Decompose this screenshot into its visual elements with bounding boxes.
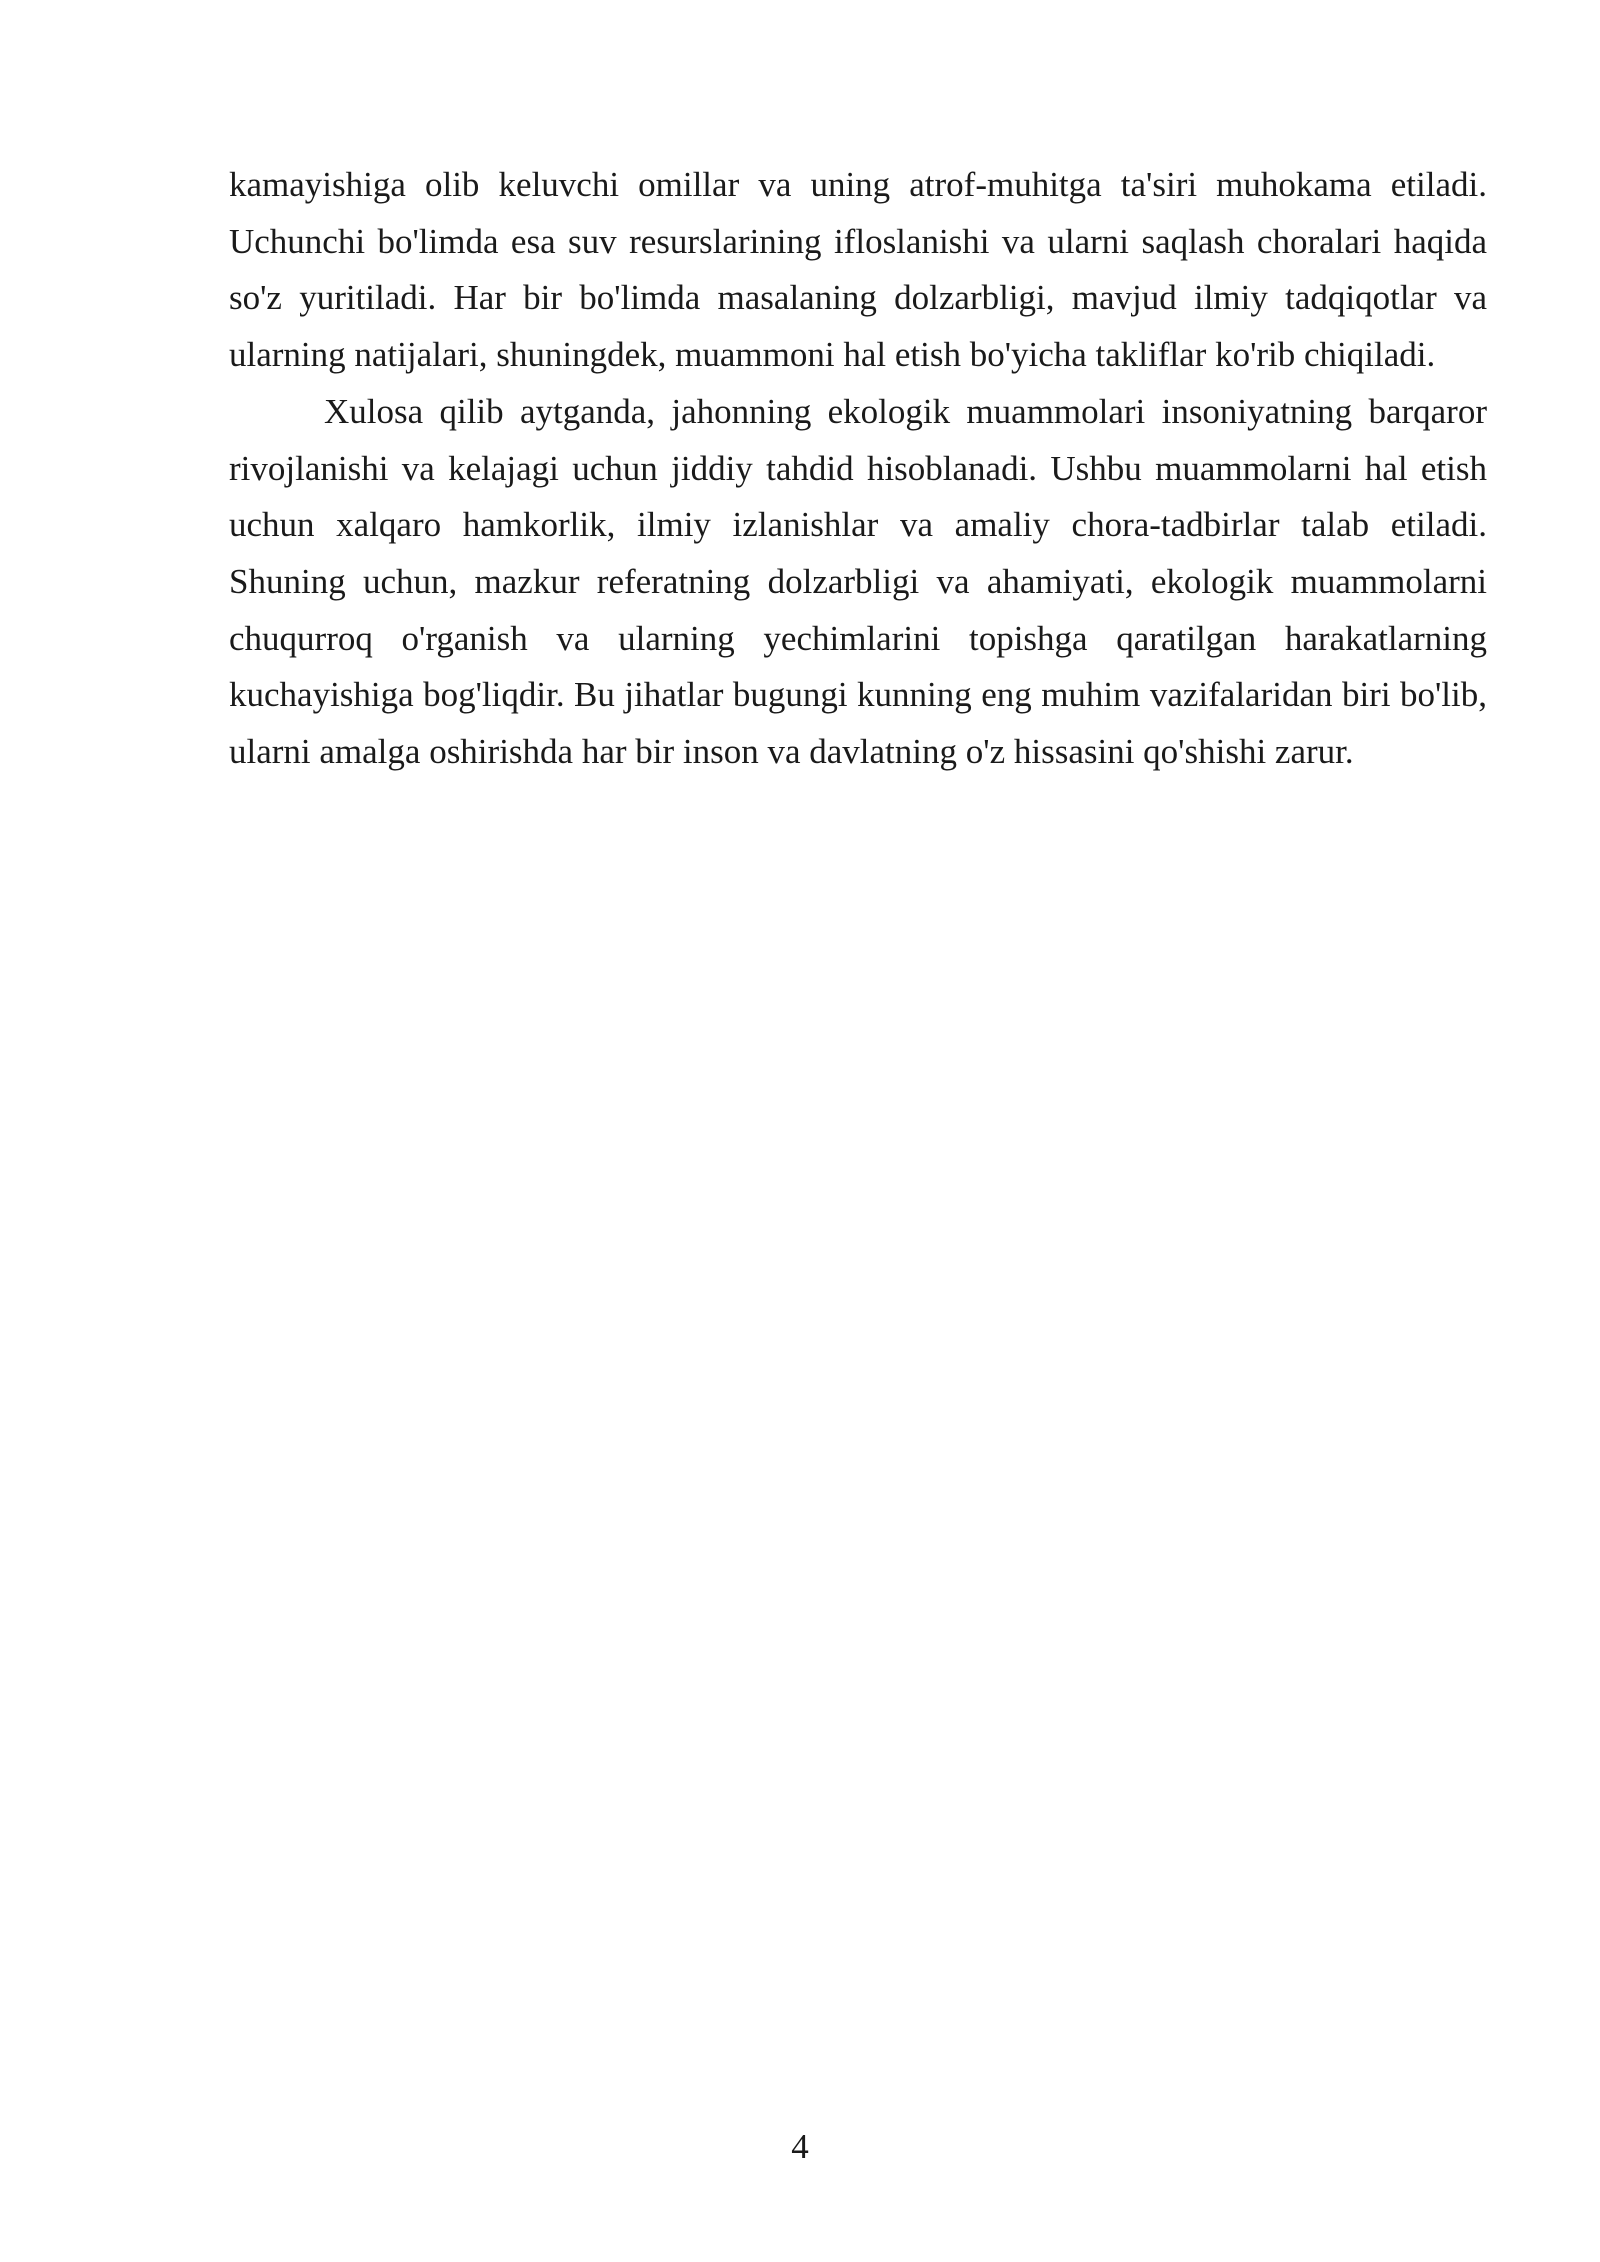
paragraph-continuation: kamayishiga olib keluvchi omillar va uning atrof-muhitga ta'siri muhokama etiladi. Uchunchi bo'limda esa suv resurslarining ifloslanishi va ularni saqlash choralari haqida so'z yuritiladi. Har bir bo'limda masalaning dolzarbligi, mavjud ilmiy tadqiqotlar va ularning natijalari, shuningdek, muammoni hal etish bo'yicha takliflar ko'rib chiqiladi. — [229, 165, 1487, 375]
paragraph-conclusion: Xulosa qilib aytganda, jahonning ekologik muammolari insoniyatning barqaror rivojlanishi va kelajagi uchun jiddiy tahdid hisoblanadi. Ushbu muammolarni hal etish uchun xalqaro hamkorlik, ilmiy izlanishlar va amaliy chora-tadbirlar talab etiladi. Shuning uchun, mazkur referatning dolzarbligi va ahamiyati, ekologik muammolarni chuqurroq o'rganish va ularning yechimlarini topishga qaratilgan harakatlarning kuchayishiga bog'liqdir. Bu jihatlar bugungi kunning eng muhim vazifalaridan biri bo'lib, ularni amalga oshirishda har bir inson va davlatning o'z hissasini qo'shishi zarur. — [229, 391, 1487, 772]
body-text — [229, 157, 1487, 781]
page-number: 4 — [791, 2127, 809, 2166]
